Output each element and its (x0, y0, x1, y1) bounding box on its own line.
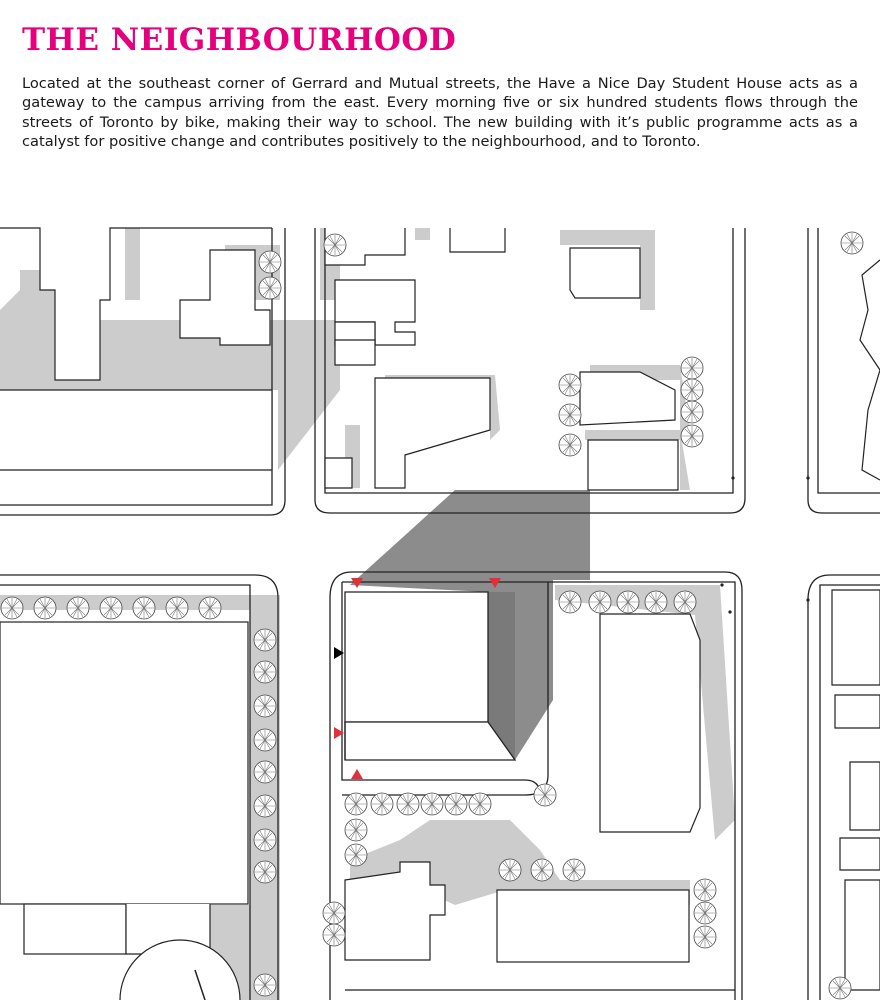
tree-icon (681, 401, 703, 423)
tree-icon (324, 234, 346, 256)
tree-icon (1, 597, 23, 619)
tree-icon (559, 591, 581, 613)
tree-icon (681, 425, 703, 447)
tree-icon (469, 793, 491, 815)
tree-icon (254, 861, 276, 883)
tree-icon (421, 793, 443, 815)
page-title: THE NEIGHBOURHOOD (22, 22, 457, 58)
tree-icon (345, 819, 367, 841)
tree-icon (371, 793, 393, 815)
entrance-triangle-icon (351, 769, 363, 779)
tree-icon (67, 597, 89, 619)
tree-icon (254, 829, 276, 851)
tree-icon (694, 879, 716, 901)
tree-icon (345, 844, 367, 866)
tree-icon (254, 761, 276, 783)
tree-icon (397, 793, 419, 815)
tree-icon (617, 591, 639, 613)
site-plan (0, 200, 880, 1000)
tree-icon (254, 974, 276, 996)
tree-icon (681, 379, 703, 401)
tree-icon (199, 597, 221, 619)
tree-icon (694, 902, 716, 924)
tree-icon (259, 251, 281, 273)
tree-icon (559, 374, 581, 396)
tree-icon (499, 859, 521, 881)
tree-icon (259, 277, 281, 299)
tree-icon (323, 924, 345, 946)
tree-icon (445, 793, 467, 815)
tree-icon (254, 729, 276, 751)
intro-paragraph: Located at the southeast corner of Gerrard and Mutual streets, the Have a Nice Day Student House acts as a gateway to the campus arriving from the east. Every morning five or six hundred students flows through the streets of Toronto by bike, making their way to school. The new building with it’s public programme acts as a catalyst for positive change and contributes positively to the neighbourhood, and to Toronto. (22, 75, 858, 151)
tree-icon (674, 591, 696, 613)
tree-icon (829, 977, 851, 999)
tree-icon (589, 591, 611, 613)
tree-icon (254, 629, 276, 651)
tree-icon (645, 591, 667, 613)
tree-icon (534, 784, 556, 806)
tree-icon (254, 695, 276, 717)
tree-icon (166, 597, 188, 619)
tree-icon (34, 597, 56, 619)
tree-icon (559, 404, 581, 426)
tree-icon (681, 357, 703, 379)
tree-icon (323, 902, 345, 924)
tree-icon (254, 661, 276, 683)
tree-icon (254, 795, 276, 817)
tree-icon (531, 859, 553, 881)
tree-icon (133, 597, 155, 619)
tree-icon (559, 434, 581, 456)
tree-icon (841, 232, 863, 254)
street-dots (720, 476, 809, 613)
tree-icon (694, 926, 716, 948)
tree-icon (100, 597, 122, 619)
tree-icon (563, 859, 585, 881)
tree-icon (345, 793, 367, 815)
